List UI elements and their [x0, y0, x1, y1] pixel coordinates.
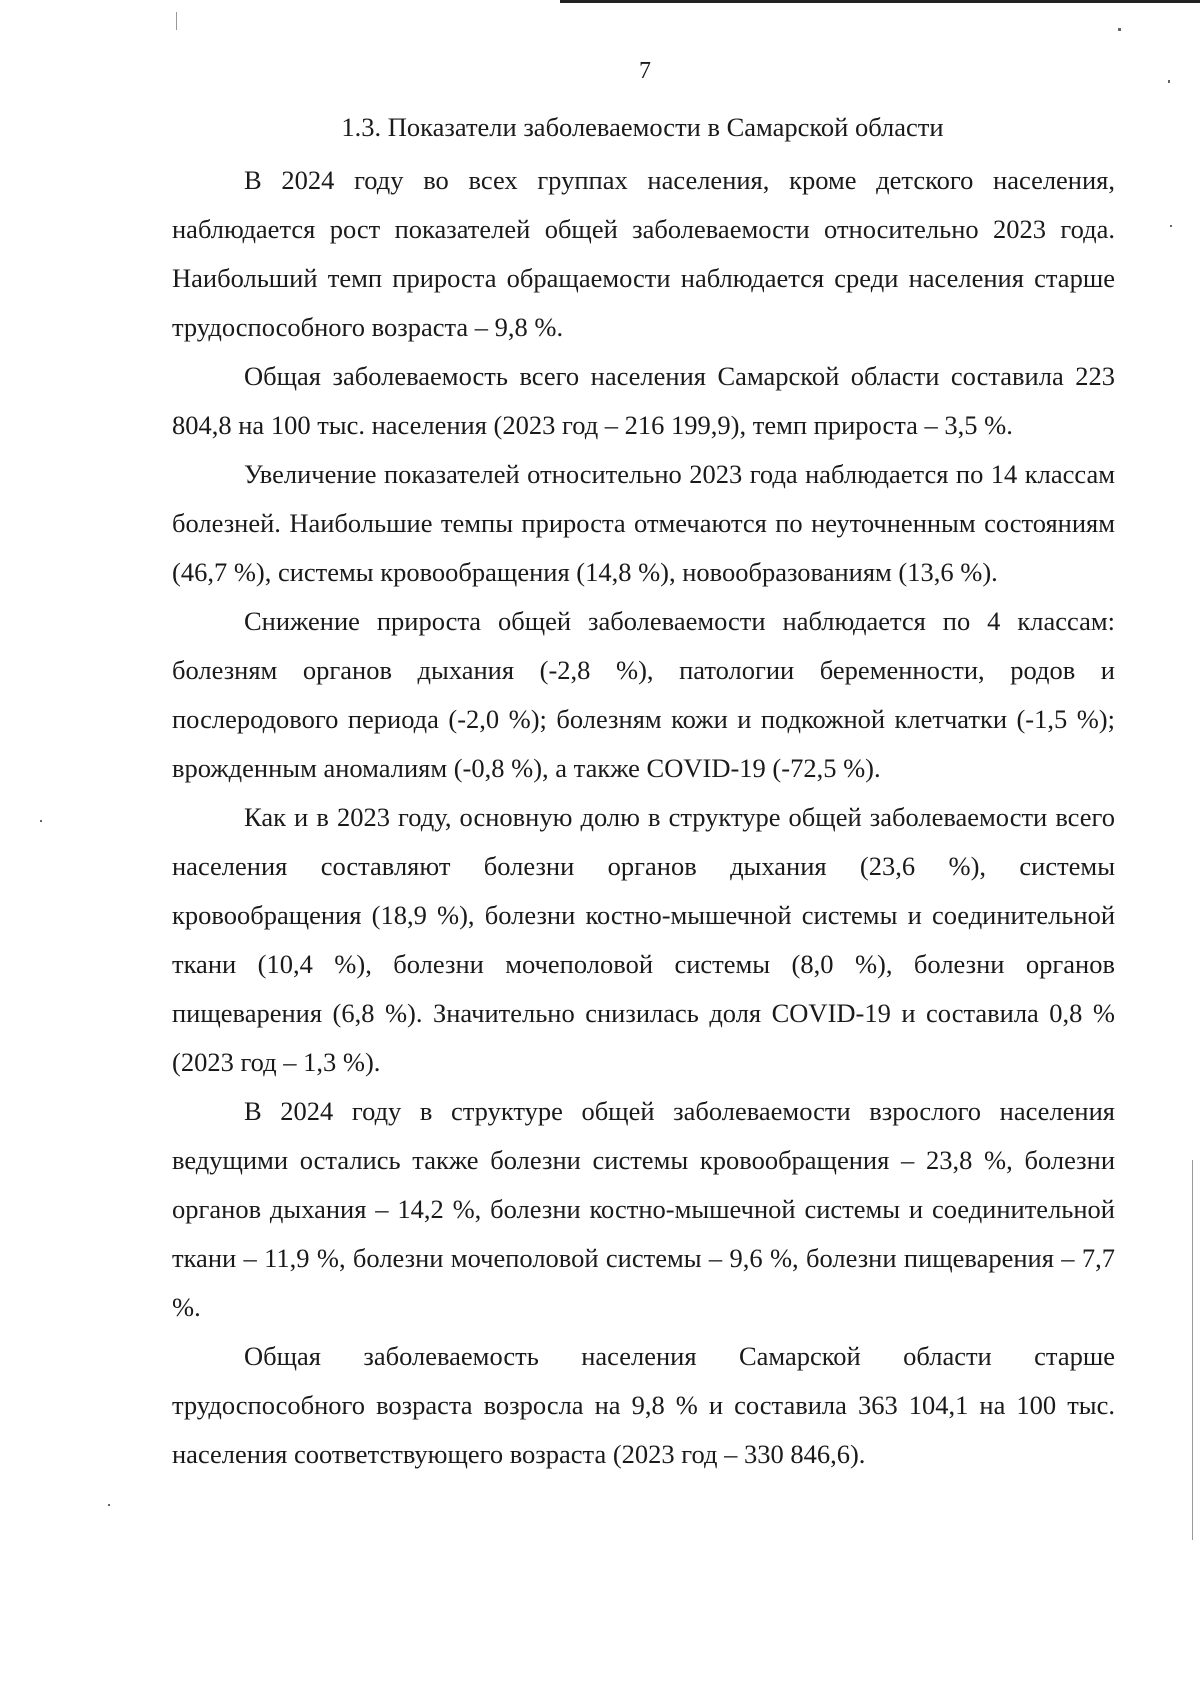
scan-artifact-line	[1192, 1160, 1193, 1540]
section-title: 1.3. Показатели заболеваемости в Самарской области	[341, 112, 944, 142]
document-body	[172, 156, 1115, 1479]
top-rule	[560, 0, 1200, 3]
paragraph-elderly-morbidity: Общая заболеваемость населения Самарской области старше трудоспособного возраста возросла на 9,8 % и составила 363 104,1 на 100 тыс. населения соответствующего возраста (2023 год – 330 846,6).	[172, 1341, 1115, 1469]
paragraph-total-morbidity: Общая заболеваемость всего населения Самарской области составила 223 804,8 на 100 тыс. населения (2023 год – 216 199,9), темп прироста – 3,5 %.	[172, 361, 1115, 440]
paragraph-structure-all: Как и в 2023 году, основную долю в структуре общей заболеваемости всего населения составляют болезни органов дыхания (23,6 %), системы кровообращения (18,9 %), болезни костно-мышечной системы и соединительной ткани (10,4 %), болезни мочеполовой системы (8,0 %), болезни органов пищеварения (6,8 %). Значительно снизилась доля COVID-19 и составила 0,8 % (2023 год – 1,3 %).	[172, 802, 1115, 1077]
scan-artifact-speck	[1118, 28, 1121, 31]
paragraph-decrease-classes: Снижение прироста общей заболеваемости наблюдается по 4 классам: болезням органов дыхания (-2,8 %), патологии беременности, родов и послеродового периода (-2,0 %); болезням кожи и подкожной клетчатки (-1,5 %); врожденным аномалиям (-0,8 %), а также COVID-19 (-72,5 %).	[172, 606, 1115, 783]
scan-artifact-speck	[1170, 225, 1172, 227]
paragraph-growth-overview: В 2024 году во всех группах населения, кроме детского населения, наблюдается рост показателей общей заболеваемости относительно 2023 года. Наибольший темп прироста обращаемости наблюдается среди населения старше трудоспособного возраста – 9,8 %.	[172, 165, 1115, 342]
scan-artifact-line	[176, 12, 177, 30]
scan-artifact-speck	[40, 820, 42, 822]
paragraph-structure-adult: В 2024 году в структуре общей заболеваемости взрослого населения ведущими остались также болезни системы кровообращения – 23,8 %, болезни органов дыхания – 14,2 %, болезни костно-мышечной системы и соединительной ткани – 11,9 %, болезни мочеполовой системы – 9,6 %, болезни пищеварения – 7,7 %.	[172, 1096, 1115, 1322]
paragraph-increase-classes: Увеличение показателей относительно 2023 года наблюдается по 14 классам болезней. Наибольшие темпы прироста отмечаются по неуточненным состояниям (46,7 %), системы кровообращения (14,8 %), новообразованиям (13,6 %).	[172, 459, 1115, 587]
scan-artifact-speck	[1168, 80, 1170, 83]
page-number: 7	[639, 58, 651, 84]
scan-artifact-speck	[108, 1504, 110, 1506]
